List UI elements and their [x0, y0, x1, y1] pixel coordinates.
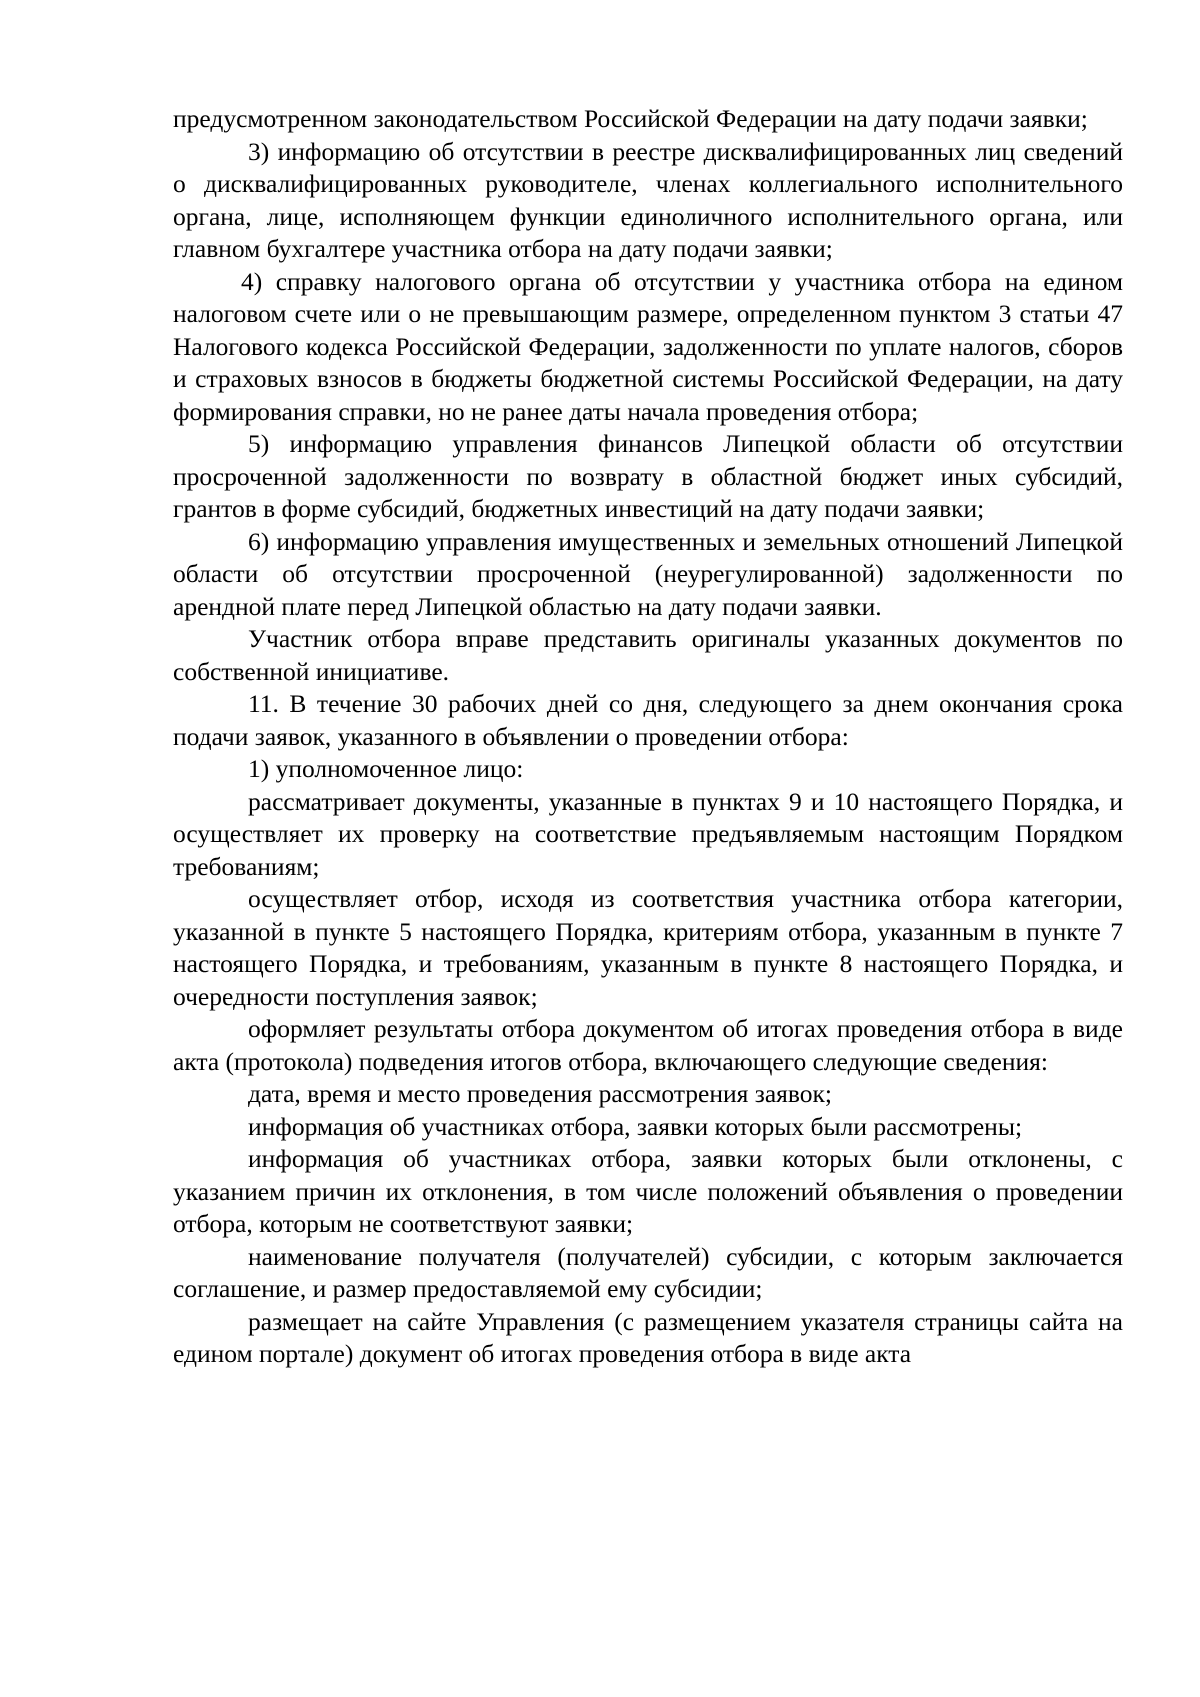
paragraph-conducts-selection: осуществляет отбор, исходя из соответствия участника отбора категории, указанной в пункте 5 настоящего Порядка, критериям отбора, указанным в пункте 7 настоящего Порядка, и требованиям, указанным в пункте 8 настоящего Порядка, и очередности поступления заявок;	[173, 884, 1123, 1011]
paragraph-publishes-results: размещает на сайте Управления (с размещением указателя страницы сайта на едином портале) документ об итогах проведения отбора в виде акта	[173, 1306, 1123, 1368]
paragraph-authorized-person: 1) уполномоченное лицо:	[248, 754, 524, 783]
paragraph-recipient-name: наименование получателя (получателей) субсидии, с которым заключается соглашение, и размер предоставляемой ему субсидии;	[173, 1241, 1123, 1303]
document-page	[173, 103, 1123, 1371]
paragraph-item-5: 5) информацию управления финансов Липецкой области об отсутствии просроченной задолженности по возврату в областной бюджет иных субсидий, грантов в форме субсидий, бюджетных инвестиций на дату подачи заявки;	[173, 429, 1123, 523]
paragraph-item-3: 3) информацию об отсутствии в реестре дисквалифицированных лиц сведений о дисквалифицированных руководителе, членах коллегиального исполнительного органа, лице, исполняющем функции единоличного исполнительного органа, или главном бухгалтере участника отбора на дату подачи заявки;	[173, 136, 1123, 263]
paragraph-item-4: 4) справку налогового органа об отсутствии у участника отбора на едином налоговом счете или о не превышающим размере, определенном пунктом 3 статьи 47 Налогового кодекса Российской Федерации, задолженности по уплате налогов, сборов и страховых взносов в бюджеты бюджетной системы Российской Федерации, на дату формирования справки, но не ранее даты начала проведения отбора;	[173, 266, 1123, 426]
paragraph-originals-note: Участник отбора вправе представить оригиналы указанных документов по собственной инициативе.	[173, 624, 1123, 686]
paragraph-reviewed-participants: информация об участниках отбора, заявки которых были рассмотрены;	[248, 1111, 1023, 1141]
paragraph-reviews-documents: рассматривает документы, указанные в пунктах 9 и 10 настоящего Порядка, и осуществляет их проверку на соответствие предъявляемым настоящим Порядком требованиям;	[173, 786, 1123, 881]
paragraph-rejected-participants: информация об участниках отбора, заявки которых были отклонены, с указанием причин их отклонения, в том числе положений объявления о проведении отбора, которым не соответствуют заявки;	[173, 1144, 1123, 1238]
paragraph-formalizes-results: оформляет результаты отбора документом об итогах проведения отбора в виде акта (протокола) подведения итогов отбора, включающего следующие сведения:	[173, 1014, 1123, 1076]
paragraph-date-time-place: дата, время и место проведения рассмотрения заявок;	[248, 1079, 832, 1108]
paragraph-continuation: предусмотренном законодательством Российской Федерации на дату подачи заявки;	[173, 104, 1088, 133]
paragraph-section-11: 11. В течение 30 рабочих дней со дня, следующего за днем окончания срока подачи заявок, указанного в объявлении о проведении отбора:	[173, 689, 1123, 751]
paragraph-item-6: 6) информацию управления имущественных и земельных отношений Липецкой области об отсутствии просроченной (неурегулированной) задолженности по арендной плате перед Липецкой областью на дату подачи заявки.	[173, 526, 1123, 621]
